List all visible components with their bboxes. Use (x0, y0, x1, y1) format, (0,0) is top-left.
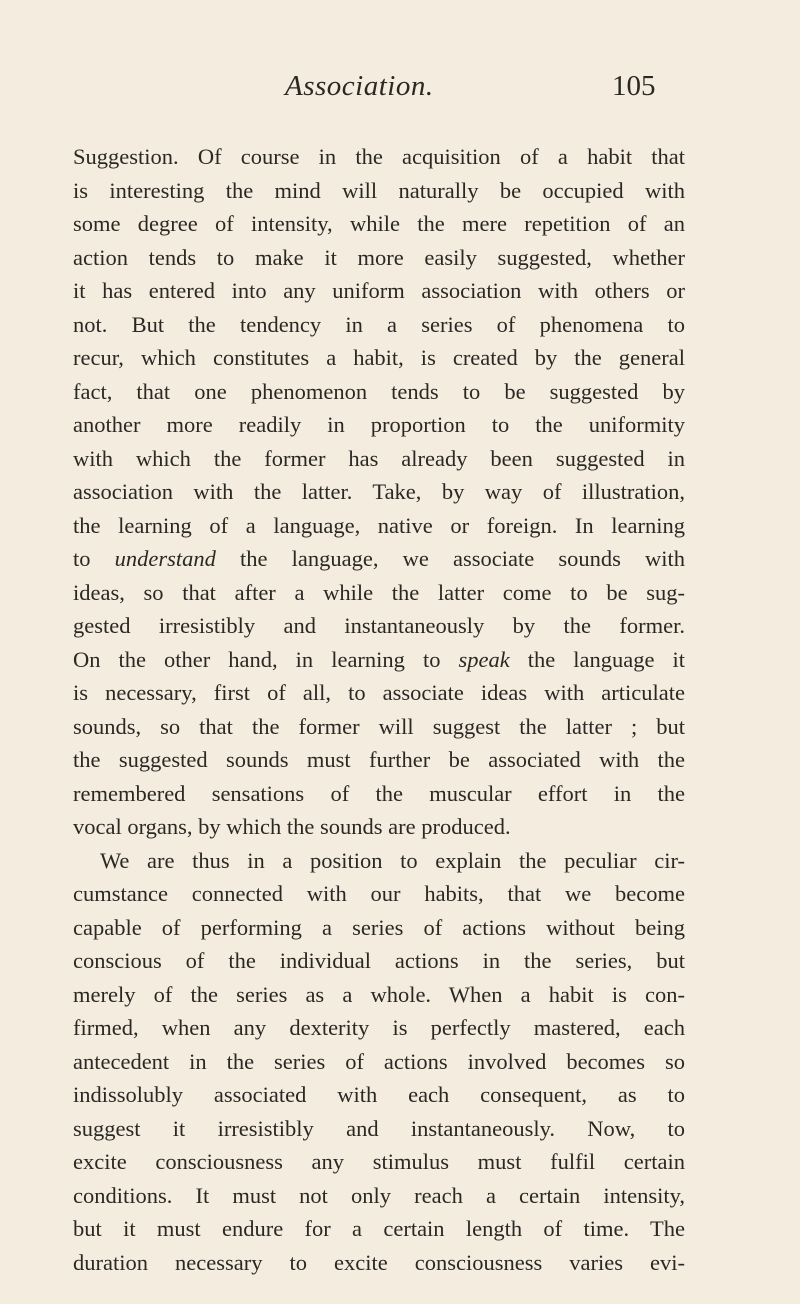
text-line: suggest it irresistibly and instantaneously. Now, to (73, 1115, 685, 1141)
text-line: Suggestion. Of course in the acquisition of a habit that (73, 144, 685, 169)
text-line: is necessary, first of all, to associate ideas with articulate (73, 680, 685, 705)
text-line: some degree of intensity, while the mere repetition of an (73, 211, 685, 236)
text-segment: On the other hand, in learning to (73, 646, 459, 672)
text-line: recur, which constitutes a habit, is created by the general (73, 345, 685, 370)
text-line: another more readily in proportion to the uniformity (73, 412, 685, 437)
text-line: it has entered into any uniform association with others or (73, 278, 685, 303)
text-line: remembered sensations of the muscular effort in the (73, 780, 685, 806)
text-line: the learning of a language, native or foreign. In learning (73, 512, 685, 538)
text-line: association with the latter. Take, by way of illustration, (73, 479, 685, 504)
text-line: not. But the tendency in a series of phenomena to (73, 311, 685, 337)
text-line: with which the former has already been suggested in (73, 445, 685, 471)
page-number: 105 (612, 70, 656, 102)
text-line: is interesting the mind will naturally be occupied with (73, 177, 685, 203)
text-line: merely of the series as a whole. When a habit is con- (73, 981, 685, 1007)
text-line: fact, that one phenomenon tends to be suggested by (73, 378, 685, 404)
text-line: duration necessary to excite consciousness varies evi- (73, 1249, 685, 1275)
text-line: but it must endure for a certain length of time. The (73, 1216, 685, 1241)
text-line: conditions. It must not only reach a certain intensity, (73, 1182, 685, 1208)
text-line: the suggested sounds must further be associated with the (73, 747, 685, 772)
text-segment: the language, we associate sounds with (215, 546, 685, 571)
text-line: action tends to make it more easily suggested, whether (73, 244, 685, 270)
text-line: ideas, so that after a while the latter come to be sug- (73, 579, 685, 605)
text-line: vocal organs, by which the sounds are produced. (73, 814, 511, 839)
text-segment: the language it (509, 646, 685, 672)
text-line: We are thus in a position to explain the peculiar cir- (100, 847, 685, 873)
emphasized-word: understand (114, 546, 216, 571)
text-line: indissolubly associated with each consequent, as to (73, 1082, 685, 1107)
running-head (0, 70, 800, 110)
text-line: conscious of the individual actions in the series, but (73, 948, 685, 973)
text-line: capable of performing a series of actions without being (73, 914, 685, 940)
text-line: sounds, so that the former will suggest the latter ; but (73, 713, 685, 739)
text-line: antecedent in the series of actions involved becomes so (73, 1048, 685, 1074)
text-line: cumstance connected with our habits, that we become (73, 881, 685, 906)
body-text (73, 140, 685, 1279)
text-segment: to (73, 546, 115, 571)
text-line (73, 542, 685, 576)
text-line: gested irresistibly and instantaneously by the former. (73, 613, 685, 638)
emphasized-word: speak (458, 646, 510, 672)
text-line: firmed, when any dexterity is perfectly mastered, each (73, 1015, 685, 1040)
running-title: Association. (285, 70, 434, 102)
text-line (73, 643, 685, 677)
text-line: excite consciousness any stimulus must fulfil certain (73, 1149, 685, 1174)
